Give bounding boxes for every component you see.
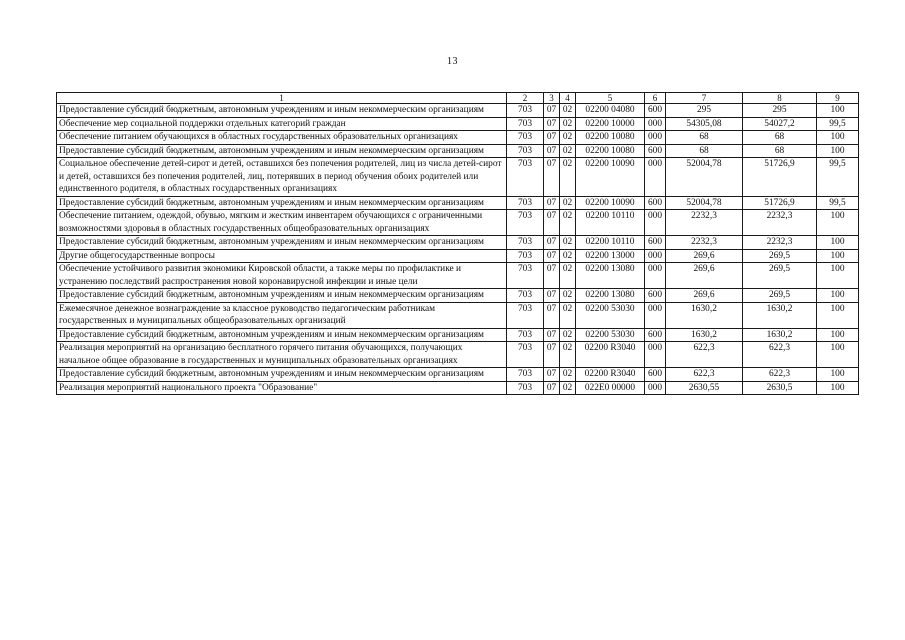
value-8-cell: 2232,3	[743, 210, 817, 236]
code-6-cell: 000	[645, 158, 666, 197]
code-6-cell: 000	[645, 249, 666, 263]
table-row	[57, 381, 859, 395]
code-2-cell: 703	[507, 117, 544, 131]
percent-9-cell: 100	[817, 131, 859, 145]
value-7-cell: 295	[666, 104, 743, 118]
value-7-cell: 2232,3	[666, 236, 743, 250]
table-row	[57, 104, 859, 118]
row-name-cell: Обеспечение устойчивого развития экономики Кировской области, а также меры по профилактике и устранению последствий распространения новой коронавирусной инфекции и иные цели	[57, 263, 507, 289]
code-2-cell: 703	[507, 289, 544, 303]
value-7-cell: 52004,78	[666, 196, 743, 210]
table-row	[57, 328, 859, 342]
code-3-cell: 07	[544, 236, 560, 250]
budget-table	[56, 92, 859, 395]
row-name-cell: Предоставление субсидий бюджетным, автономным учреждениям и иным некоммерческим организациям	[57, 236, 507, 250]
code-3-cell: 07	[544, 263, 560, 289]
code-6-cell: 000	[645, 263, 666, 289]
code-2-cell: 703	[507, 210, 544, 236]
code-3-cell: 07	[544, 144, 560, 158]
code-2-cell: 703	[507, 381, 544, 395]
code-2-cell: 703	[507, 328, 544, 342]
value-7-cell: 2232,3	[666, 210, 743, 236]
table-body	[57, 104, 859, 395]
code-3-cell: 07	[544, 328, 560, 342]
table-row	[57, 236, 859, 250]
header-row	[57, 93, 859, 104]
table-row	[57, 289, 859, 303]
value-8-cell: 269,5	[743, 249, 817, 263]
code-6-cell: 600	[645, 104, 666, 118]
column-header: 3	[544, 93, 560, 104]
code-2-cell: 703	[507, 104, 544, 118]
code-3-cell: 07	[544, 117, 560, 131]
code-6-cell: 600	[645, 368, 666, 382]
column-header: 9	[817, 93, 859, 104]
percent-9-cell: 99,5	[817, 117, 859, 131]
column-header: 5	[576, 93, 645, 104]
code-4-cell: 02	[560, 144, 576, 158]
code-3-cell: 07	[544, 289, 560, 303]
code-6-cell: 000	[645, 131, 666, 145]
column-header: 7	[666, 93, 743, 104]
code-3-cell: 07	[544, 302, 560, 328]
code-6-cell: 000	[645, 302, 666, 328]
table-row	[57, 117, 859, 131]
value-7-cell: 269,6	[666, 289, 743, 303]
percent-9-cell: 100	[817, 328, 859, 342]
code-6-cell: 600	[645, 144, 666, 158]
code-3-cell: 07	[544, 381, 560, 395]
code-5-cell: 02200 10080	[576, 131, 645, 145]
code-4-cell: 02	[560, 289, 576, 303]
percent-9-cell: 100	[817, 104, 859, 118]
value-8-cell: 51726,9	[743, 196, 817, 210]
table-row	[57, 158, 859, 197]
percent-9-cell: 100	[817, 381, 859, 395]
code-6-cell: 000	[645, 117, 666, 131]
code-4-cell: 02	[560, 342, 576, 368]
value-8-cell: 51726,9	[743, 158, 817, 197]
row-name-cell: Реализация мероприятий на организацию бесплатного горячего питания обучающихся, получающих начальное общее образование в государственных и муниципальных образовательных организациях	[57, 342, 507, 368]
table-row	[57, 196, 859, 210]
table-row	[57, 342, 859, 368]
table-row	[57, 131, 859, 145]
code-4-cell: 02	[560, 302, 576, 328]
value-8-cell: 2630,5	[743, 381, 817, 395]
code-2-cell: 703	[507, 249, 544, 263]
code-4-cell: 02	[560, 104, 576, 118]
row-name-cell: Предоставление субсидий бюджетным, автономным учреждениям и иным некоммерческим организациям	[57, 196, 507, 210]
table-row	[57, 210, 859, 236]
percent-9-cell: 99,5	[817, 158, 859, 197]
percent-9-cell: 100	[817, 289, 859, 303]
table-row	[57, 302, 859, 328]
value-8-cell: 622,3	[743, 342, 817, 368]
percent-9-cell: 100	[817, 249, 859, 263]
row-name-cell: Другие общегосударственные вопросы	[57, 249, 507, 263]
code-5-cell: 02200 R3040	[576, 368, 645, 382]
value-8-cell: 68	[743, 144, 817, 158]
code-2-cell: 703	[507, 144, 544, 158]
column-header: 1	[57, 93, 507, 104]
code-3-cell: 07	[544, 158, 560, 197]
code-5-cell: 02200 04080	[576, 104, 645, 118]
code-6-cell: 600	[645, 328, 666, 342]
code-4-cell: 02	[560, 117, 576, 131]
code-5-cell: 02200 10000	[576, 117, 645, 131]
value-8-cell: 269,5	[743, 263, 817, 289]
code-5-cell: 02200 13080	[576, 263, 645, 289]
row-name-cell: Предоставление субсидий бюджетным, автономным учреждениям и иным некоммерческим организациям	[57, 368, 507, 382]
row-name-cell: Реализация мероприятий национального проекта "Образование"	[57, 381, 507, 395]
value-7-cell: 622,3	[666, 342, 743, 368]
code-2-cell: 703	[507, 158, 544, 197]
code-3-cell: 07	[544, 342, 560, 368]
code-2-cell: 703	[507, 131, 544, 145]
code-5-cell: 02200 R3040	[576, 342, 645, 368]
row-name-cell: Предоставление субсидий бюджетным, автономным учреждениям и иным некоммерческим организациям	[57, 104, 507, 118]
code-2-cell: 703	[507, 368, 544, 382]
column-header: 6	[645, 93, 666, 104]
percent-9-cell: 100	[817, 210, 859, 236]
code-3-cell: 07	[544, 249, 560, 263]
code-5-cell: 02200 13000	[576, 249, 645, 263]
code-5-cell: 02200 53030	[576, 302, 645, 328]
value-8-cell: 2232,3	[743, 236, 817, 250]
percent-9-cell: 100	[817, 342, 859, 368]
code-3-cell: 07	[544, 131, 560, 145]
table-row	[57, 144, 859, 158]
value-8-cell: 68	[743, 131, 817, 145]
value-7-cell: 622,3	[666, 368, 743, 382]
code-5-cell: 02200 10090	[576, 158, 645, 197]
code-6-cell: 600	[645, 289, 666, 303]
value-8-cell: 295	[743, 104, 817, 118]
code-3-cell: 07	[544, 210, 560, 236]
code-5-cell: 022E0 00000	[576, 381, 645, 395]
value-7-cell: 269,6	[666, 263, 743, 289]
percent-9-cell: 100	[817, 236, 859, 250]
code-5-cell: 02200 10110	[576, 210, 645, 236]
row-name-cell: Предоставление субсидий бюджетным, автономным учреждениям и иным некоммерческим организациям	[57, 144, 507, 158]
table-row	[57, 263, 859, 289]
percent-9-cell: 100	[817, 144, 859, 158]
code-4-cell: 02	[560, 368, 576, 382]
row-name-cell: Обеспечение мер социальной поддержки отдельных категорий граждан	[57, 117, 507, 131]
value-8-cell: 1630,2	[743, 328, 817, 342]
code-6-cell: 600	[645, 196, 666, 210]
value-7-cell: 54305,08	[666, 117, 743, 131]
code-3-cell: 07	[544, 104, 560, 118]
code-4-cell: 02	[560, 381, 576, 395]
row-name-cell: Социальное обеспечение детей-сирот и детей, оставшихся без попечения родителей, лиц из числа детей-сирот и детей, оставшихся без попечения родителей, лиц, потерявших в период обучения обоих родителей или единственного родителя, в областных государственных организациях	[57, 158, 507, 197]
code-5-cell: 02200 13080	[576, 289, 645, 303]
percent-9-cell: 99,5	[817, 196, 859, 210]
code-2-cell: 703	[507, 236, 544, 250]
percent-9-cell: 100	[817, 302, 859, 328]
row-name-cell: Предоставление субсидий бюджетным, автономным учреждениям и иным некоммерческим организациям	[57, 289, 507, 303]
code-4-cell: 02	[560, 131, 576, 145]
code-4-cell: 02	[560, 196, 576, 210]
code-3-cell: 07	[544, 368, 560, 382]
table-row	[57, 249, 859, 263]
table-row	[57, 368, 859, 382]
row-name-cell: Обеспечение питанием обучающихся в областных государственных образовательных организациях	[57, 131, 507, 145]
code-2-cell: 703	[507, 263, 544, 289]
value-8-cell: 269,5	[743, 289, 817, 303]
row-name-cell: Предоставление субсидий бюджетным, автономным учреждениям и иным некоммерческим организациям	[57, 328, 507, 342]
value-7-cell: 1630,2	[666, 328, 743, 342]
code-6-cell: 000	[645, 342, 666, 368]
value-7-cell: 52004,78	[666, 158, 743, 197]
percent-9-cell: 100	[817, 263, 859, 289]
code-2-cell: 703	[507, 342, 544, 368]
value-8-cell: 1630,2	[743, 302, 817, 328]
column-header: 8	[743, 93, 817, 104]
value-8-cell: 622,3	[743, 368, 817, 382]
value-7-cell: 2630,55	[666, 381, 743, 395]
row-name-cell: Ежемесячное денежное вознаграждение за классное руководство педагогическим работникам государственных и муниципальных общеобразовательных организаций	[57, 302, 507, 328]
row-name-cell: Обеспечение питанием, одеждой, обувью, мягким и жестким инвентарем обучающихся с ограниченными возможностями здоровья в областных государственных общеобразовательных организациях	[57, 210, 507, 236]
value-7-cell: 68	[666, 144, 743, 158]
percent-9-cell: 100	[817, 368, 859, 382]
code-6-cell: 000	[645, 210, 666, 236]
code-4-cell: 02	[560, 328, 576, 342]
code-4-cell: 02	[560, 210, 576, 236]
value-7-cell: 1630,2	[666, 302, 743, 328]
code-2-cell: 703	[507, 302, 544, 328]
code-3-cell: 07	[544, 196, 560, 210]
value-8-cell: 54027,2	[743, 117, 817, 131]
code-5-cell: 02200 10090	[576, 196, 645, 210]
code-4-cell: 02	[560, 236, 576, 250]
code-4-cell: 02	[560, 263, 576, 289]
value-7-cell: 269,6	[666, 249, 743, 263]
code-6-cell: 000	[645, 381, 666, 395]
column-header: 2	[507, 93, 544, 104]
page-number: 13	[447, 56, 458, 67]
code-6-cell: 600	[645, 236, 666, 250]
code-5-cell: 02200 10110	[576, 236, 645, 250]
code-4-cell: 02	[560, 249, 576, 263]
code-2-cell: 703	[507, 196, 544, 210]
column-header: 4	[560, 93, 576, 104]
code-5-cell: 02200 10080	[576, 144, 645, 158]
value-7-cell: 68	[666, 131, 743, 145]
code-5-cell: 02200 53030	[576, 328, 645, 342]
code-4-cell: 02	[560, 158, 576, 197]
